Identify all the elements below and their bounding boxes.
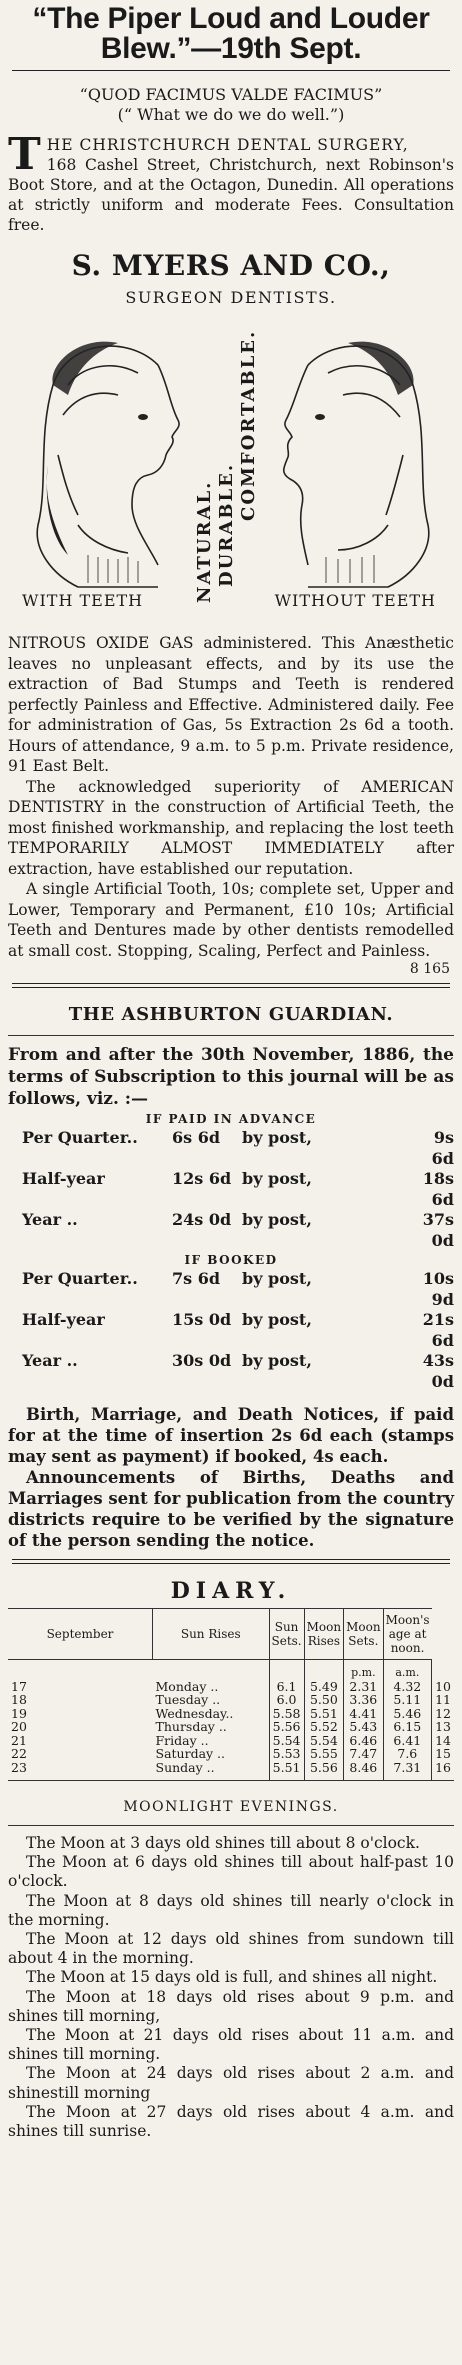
dentist-ad-text [8,633,454,961]
guardian-title: THE ASHBURTON GUARDIAN. [68,1004,394,1025]
motto-english: (“ What we do we do well.”) [117,105,345,124]
day-number: 17 [11,1678,27,1694]
rate-post: by post, [242,1128,312,1147]
advance-rates [8,1128,454,1251]
motto-latin: “QUOD FACIMUS VALDE FACIMUS” [79,85,383,104]
dental-body: 168 Cashel Street, Christchurch, next Robinson's Boot Store, and at the Octagon, Dunedin. All operations at strictly uniform and moderate Fees. Consultation free. [8,156,454,234]
day-number: 23 [8,1761,153,1781]
moonlight-paragraph: The Moon at 21 days old rises about 11 a.m. and shines till morning. [8,2026,454,2064]
rate-period: Per Quarter.. [22,1269,138,1288]
day-number: 21 [11,1732,27,1748]
moon-set: 7.31 [383,1761,431,1781]
sun-set: 5.50 [304,1693,343,1707]
sun-set: 5.54 [304,1734,343,1748]
diary-table [8,1608,454,1781]
sun-set: 5.51 [304,1707,343,1721]
moon-set: 5.46 [383,1707,431,1721]
column-header: Sun Sets. [269,1609,304,1660]
weekday: Friday .. [155,1732,209,1748]
rate-price: 24s 0d [172,1210,232,1229]
rate-price: 7s 6d [172,1269,221,1288]
rate-post: by post, [242,1351,312,1370]
rate-post-price: 10s 9d [422,1269,454,1309]
rate-post: by post, [242,1169,312,1188]
headline: “The Piper Loud and Louder Blew.”—19th Sept. [32,2,430,65]
moon-rise: 8.46 [344,1761,383,1781]
rate-price: 6s 6d [172,1128,221,1147]
rate-post-price: 43s 0d [422,1351,454,1391]
slogan-comfortable: COMFORTABLE. [238,329,259,521]
moonlight-paragraph: The Moon at 8 days old shines till nearly o'clock in the morning. [8,1891,454,1929]
weekday: Monday .. [155,1678,219,1694]
divider [12,983,450,984]
table-row [8,1680,454,1694]
rate-row [8,1269,454,1310]
day-number: 18 [11,1692,27,1707]
divider [8,1035,454,1036]
moon-set: 7.6 [383,1747,431,1761]
moon-rise: 5.43 [344,1720,383,1734]
unit [432,1660,454,1680]
moon-rise: 4.41 [344,1707,383,1721]
caption-with-teeth: WITH TEETH [22,591,144,610]
rate-post-price: 9s 6d [431,1128,454,1168]
moon-age: 13 [432,1720,454,1734]
moon-rise: 7.47 [344,1747,383,1761]
moon-rise: 6.46 [344,1734,383,1748]
unit: a.m. [383,1660,431,1680]
rate-price: 12s 6d [172,1169,232,1188]
diary-title: DIARY. [170,1578,292,1604]
moonlight-text [8,1834,454,2141]
notices [8,1404,454,1551]
weekday: Sunday .. [153,1761,270,1781]
ad-paragraph: A single Artificial Tooth, 10s; complete set, Upper and Lower, Temporary and Permanent, £10 10s; Artificial Teeth and Dentures made by other dentists remodelled at small cost. Stopping, Scaling, Perfect and Painless. [8,880,454,960]
moon-age: 15 [432,1747,454,1761]
table-row [8,1707,454,1721]
rate-period: Per Quarter.. [22,1128,138,1147]
rate-period: Half-year [22,1169,105,1188]
divider [8,1825,454,1826]
notice-paragraph: Birth, Marriage, and Death Notices, if paid for at the time of insertion 2s 6d each (stamps may sent as payment) if booked, 4s each. [8,1405,454,1466]
rate-post: by post, [242,1269,312,1288]
sun-rise: 6.0 [269,1693,304,1707]
dental-surgery-notice [8,129,454,235]
divider [12,987,450,988]
moonlight-paragraph: The Moon at 6 days old shines till about half-past 10 o'clock. [8,1853,454,1891]
table-row [8,1761,454,1781]
table-header-row [8,1609,454,1660]
moonlight-paragraph: The Moon at 18 days old rises about 9 p.m. and shines till morning, [8,1987,454,2025]
sun-rise: 5.56 [269,1720,304,1734]
sun-set: 5.56 [304,1761,343,1781]
dental-title: HE CHRISTCHURCH DENTAL SURGERY, [46,136,409,154]
column-header: Moon Sets. [344,1609,383,1660]
weekday: Tuesday .. [155,1692,221,1707]
table-row [8,1693,454,1707]
dropcap: T [8,129,41,180]
rate-post-price: 18s 6d [422,1169,454,1209]
sun-set: 5.49 [304,1680,343,1694]
units-row [8,1660,454,1680]
notice-paragraph: Announcements of Births, Deaths and Marriages sent for publication from the country districts require to be verified by the signature of the person sending the notice. [8,1468,454,1550]
sun-rise: 5.53 [269,1747,304,1761]
weekday: Saturday .. [155,1746,226,1761]
column-header: Moon's age at noon. [383,1609,431,1660]
unit: p.m. [344,1660,383,1680]
rate-row [8,1310,454,1351]
slogan-natural: NATURAL. [194,480,215,603]
moon-age: 12 [432,1707,454,1721]
firm-role: SURGEON DENTISTS. [125,288,337,307]
sun-rise: 5.54 [269,1734,304,1748]
moon-age: 11 [432,1693,454,1707]
day-number: 20 [11,1719,27,1734]
rate-price: 15s 0d [172,1310,232,1329]
moonlight-paragraph: The Moon at 3 days old shines till about 8 o'clock. [26,1834,420,1852]
slogan-durable: DURABLE. [216,462,237,587]
rate-post: by post, [242,1210,312,1229]
rate-row [8,1351,454,1392]
moon-set: 4.32 [383,1680,431,1694]
booked-label: IF BOOKED [184,1253,278,1267]
rate-row [8,1210,454,1251]
column-header: Sun Rises [153,1609,270,1660]
table-row [8,1747,454,1761]
divider [12,1563,450,1564]
moon-set: 6.15 [383,1720,431,1734]
rate-period: Year .. [22,1351,78,1370]
rate-period: Half-year [22,1310,105,1329]
rate-row [8,1128,454,1169]
rate-post-price: 37s 0d [422,1210,454,1250]
ad-reference: 8 165 [409,961,450,977]
unit [304,1660,343,1680]
moon-rise: 3.36 [344,1693,383,1707]
advance-label: IF PAID IN ADVANCE [145,1112,317,1126]
moon-rise: 2.31 [344,1680,383,1694]
rate-period: Year .. [22,1210,78,1229]
ad-paragraph: The acknowledged superiority of AMERICAN DENTISTRY in the construction of Artificial Teeth, the most finished workmanship, and replacing the lost teeth TEMPORARILY ALMOST IMMEDIATELY after extraction, have established our reputation. [8,777,454,878]
rate-post-price: 21s 6d [422,1310,454,1350]
ad-paragraph: NITROUS OXIDE GAS administered. This Anæsthetic leaves no unpleasant effects, and by its use the extraction of Bad Stumps and Teeth is rendered perfectly Painless and Effective. Administered daily. Fee for administration of Gas, 5s Extraction 2s 6d a tooth. Hours of attendance, 9 a.m. to 5 p.m. Private residence, 91 East Belt. [8,634,454,775]
rate-post: by post, [242,1310,312,1329]
moon-set: 6.41 [383,1734,431,1748]
weekday: Wednesday.. [155,1705,234,1721]
moonlight-paragraph: The Moon at 27 days old rises about 4 a.m. and shines till sunrise. [8,2102,454,2141]
moonlight-paragraph: The Moon at 15 days old is full, and shines all night. [26,1968,438,1987]
sun-rise: 5.58 [269,1707,304,1721]
sun-rise: 6.1 [269,1680,304,1694]
moon-age: 10 [432,1680,454,1694]
moonlight-title: MOONLIGHT EVENINGS. [123,1799,339,1815]
table-row [8,1720,454,1734]
moon-set: 5.11 [383,1693,431,1707]
divider [12,70,450,71]
subscription-intro: From and after the 30th November, 1886, the terms of Subscription to this journal will be as follows, viz. :— [8,1045,454,1109]
unit [269,1660,304,1680]
firm-name: S. MYERS AND CO., [71,249,391,282]
sun-set: 5.52 [304,1720,343,1734]
rate-row [8,1169,454,1210]
sun-rise: 5.51 [269,1761,304,1781]
weekday: Thursday .. [155,1719,227,1734]
moon-age: 14 [432,1734,454,1748]
sun-set: 5.55 [304,1747,343,1761]
dental-illustration [8,325,454,625]
moonlight-paragraph: The Moon at 12 days old shines from sundown till about 4 in the morning. [8,1930,454,1968]
caption-without-teeth: WITHOUT TEETH [274,591,436,610]
rate-price: 30s 0d [172,1351,232,1370]
column-header: Moon Rises [304,1609,343,1660]
day-number: 19 [11,1705,27,1721]
moonlight-paragraph: The Moon at 24 days old rises about 2 a.m. and shinestill morning [8,2064,454,2102]
table-row [8,1734,454,1748]
day-number: 22 [11,1746,27,1761]
booked-rates [8,1269,454,1392]
column-header: September [8,1609,153,1660]
moon-age: 16 [432,1761,454,1781]
divider [12,1559,450,1560]
